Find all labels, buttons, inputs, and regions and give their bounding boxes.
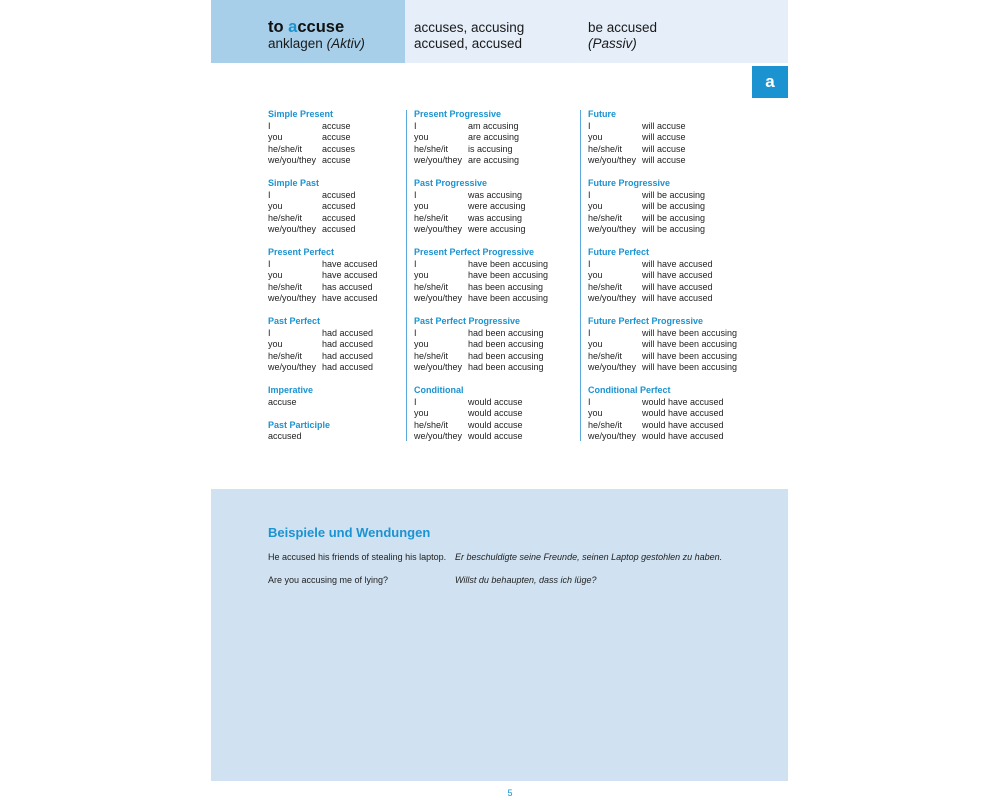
conjugation-row — [588, 293, 737, 305]
verb-form: would accuse — [468, 419, 523, 430]
examples-list — [268, 551, 768, 597]
conjugation-row — [268, 362, 378, 374]
tense-title: Present Perfect — [268, 247, 335, 257]
pronoun: we/you/they — [588, 431, 637, 441]
conjugation-row — [414, 270, 548, 282]
pronoun: we/you/they — [268, 155, 317, 165]
conjugation-row — [414, 328, 548, 340]
pronoun: you — [268, 270, 283, 280]
principal-parts-block — [405, 0, 580, 63]
verb-form: would accuse — [468, 431, 523, 441]
conjugation-row — [268, 155, 378, 167]
tense-section — [588, 316, 737, 374]
pronoun: you — [414, 270, 429, 280]
tense-section — [414, 247, 548, 305]
verb-form: accused — [322, 189, 356, 200]
verb-form: are accusing — [468, 155, 520, 165]
conjugation-row — [414, 293, 548, 305]
conjugation-row — [588, 328, 737, 340]
tense-title: Conditional Perfect — [588, 385, 671, 395]
conjugation-row — [588, 144, 737, 156]
pronoun: we/you/they — [414, 155, 463, 165]
conjugation-row — [268, 201, 378, 213]
pronoun: we/you/they — [414, 362, 463, 372]
tense-section — [268, 420, 378, 443]
passive-block — [580, 0, 788, 63]
conjugation-row — [268, 224, 378, 236]
tense-title: Present Perfect Progressive — [414, 247, 535, 257]
conjugation-row — [588, 190, 737, 202]
tense-title: Future — [588, 109, 616, 119]
conjugation-row — [588, 339, 737, 351]
conjugation-row — [414, 155, 548, 167]
verb-form: accused — [322, 201, 356, 211]
verb-form: were accusing — [468, 201, 526, 211]
pronoun: I — [268, 189, 271, 200]
conjugation-row — [268, 132, 378, 144]
pronoun: we/you/they — [588, 224, 637, 234]
conjugation-row — [588, 431, 737, 443]
pronoun: he/she/it — [414, 143, 449, 154]
pronoun: you — [268, 201, 283, 211]
verb-form: accuse — [322, 132, 351, 142]
conjugation-row — [588, 397, 737, 409]
conjugation-row — [268, 190, 378, 202]
pronoun: you — [588, 132, 603, 142]
pronoun: he/she/it — [414, 419, 449, 430]
tense-title: Future Perfect Progressive — [588, 316, 704, 326]
conjugation-row — [414, 144, 548, 156]
pronoun: I — [414, 396, 417, 407]
conjugation-row — [268, 339, 378, 351]
passive-voice-label: (Passiv) — [588, 36, 637, 51]
verb-form: will have been accusing — [642, 327, 738, 338]
pronoun: I — [588, 258, 591, 269]
pronoun: we/you/they — [414, 293, 463, 303]
pronoun: he/she/it — [588, 212, 623, 223]
pronoun: we/you/they — [588, 293, 637, 303]
verb-form: will accuse — [642, 155, 686, 165]
pronoun: I — [588, 120, 591, 131]
conjugation-row — [414, 213, 548, 225]
verb-form: had accused — [322, 350, 374, 361]
tense-title: Imperative — [268, 385, 314, 395]
conjugation-row — [414, 282, 548, 294]
verb-form: will be accusing — [642, 224, 706, 234]
example-row — [268, 574, 768, 597]
conjugation-row — [268, 259, 378, 271]
conjugation-row — [268, 351, 378, 363]
verb-form: will accuse — [642, 143, 686, 154]
conjugation-row — [588, 132, 737, 144]
tense-section — [588, 109, 737, 167]
pronoun: I — [414, 189, 417, 200]
conjugation-row — [588, 213, 737, 225]
pronoun: he/she/it — [268, 281, 303, 292]
verb-form: had been accusing — [468, 339, 544, 349]
pronoun: we/you/they — [588, 155, 637, 165]
pronoun: we/you/they — [588, 362, 637, 372]
example-row — [268, 551, 768, 574]
pronoun: I — [588, 327, 591, 338]
conjugation-row — [414, 224, 548, 236]
pronoun: you — [268, 132, 283, 142]
tense-section — [268, 109, 378, 167]
pronoun: I — [268, 120, 271, 131]
tense-title: Simple Past — [268, 178, 320, 188]
verb-form: will be accusing — [642, 212, 706, 223]
verb-form: accuse — [268, 396, 297, 407]
conjugation-row — [268, 121, 378, 133]
examples-panel — [211, 489, 788, 781]
tense-title: Future Perfect — [588, 247, 650, 257]
verb-form: is accusing — [468, 143, 513, 154]
verb-form: accuse — [322, 155, 351, 165]
verb-form: had been accusing — [468, 327, 544, 338]
tense-title: Simple Present — [268, 109, 334, 119]
pronoun: he/she/it — [268, 212, 303, 223]
example-german: Willst du behaupten, dass ich lüge? — [455, 575, 597, 585]
tense-title: Past Progressive — [414, 178, 488, 188]
verb-form: would accuse — [468, 408, 523, 418]
conjugation-row — [268, 282, 378, 294]
pronoun: I — [588, 189, 591, 200]
conjugation-column-1 — [268, 109, 378, 454]
verb-form: will have been accusing — [642, 362, 738, 372]
conjugation-row — [414, 339, 548, 351]
tense-title: Present Progressive — [414, 109, 502, 119]
pronoun: we/you/they — [268, 362, 317, 372]
tense-title: Past Participle — [268, 419, 331, 430]
conjugation-row — [588, 282, 737, 294]
column-divider — [406, 110, 407, 441]
verb-form: would have accused — [642, 431, 724, 441]
conjugation-row — [588, 408, 737, 420]
tense-title: Past Perfect — [268, 316, 321, 326]
verb-form: have been accusing — [468, 258, 549, 269]
verb-form: had accused — [322, 327, 374, 338]
conjugation-row — [414, 201, 548, 213]
pronoun: you — [414, 339, 429, 349]
pronoun: he/she/it — [588, 143, 623, 154]
pronoun: we/you/they — [268, 293, 317, 303]
verb-form: have accused — [322, 258, 378, 269]
tense-section — [268, 316, 378, 374]
conjugation-row — [588, 201, 737, 213]
conjugation-row — [414, 431, 548, 443]
conjugation-row — [588, 121, 737, 133]
conjugation-column-3 — [588, 109, 737, 454]
conjugation-row — [588, 362, 737, 374]
tense-section — [588, 247, 737, 305]
conjugation-row — [268, 431, 378, 443]
verb-form: will accuse — [642, 132, 686, 142]
tense-section — [414, 109, 548, 167]
pronoun: we/you/they — [414, 224, 463, 234]
conjugation-row — [414, 121, 548, 133]
pronoun: he/she/it — [414, 350, 449, 361]
verb-form: would have accused — [642, 396, 724, 407]
verb-form: would accuse — [468, 396, 523, 407]
conjugation-row — [588, 270, 737, 282]
tense-section — [268, 178, 378, 236]
page-number: 5 — [507, 788, 513, 798]
conjugation-row — [414, 420, 548, 432]
verb-form: will have been accusing — [642, 350, 738, 361]
verb-form: have been accusing — [468, 293, 549, 303]
pronoun: we/you/they — [268, 224, 317, 234]
conjugation-row — [268, 293, 378, 305]
conjugation-row — [268, 213, 378, 225]
conjugation-row — [268, 397, 378, 409]
verb-form: accuse — [322, 120, 351, 131]
infinitive-block — [211, 0, 405, 63]
verb-form: had been accusing — [468, 350, 544, 361]
tense-title: Future Progressive — [588, 178, 671, 188]
pronoun: I — [268, 327, 271, 338]
letter-index-tab: a — [752, 66, 788, 98]
conjugation-row — [268, 144, 378, 156]
verb-form: was accusing — [468, 212, 523, 223]
pronoun: I — [414, 327, 417, 338]
pronoun: you — [414, 201, 429, 211]
pronoun: I — [414, 120, 417, 131]
principal-parts-present: accuses, accusing — [414, 20, 525, 35]
tense-section — [414, 316, 548, 374]
verb-form: had been accusing — [468, 362, 544, 372]
conjugation-row — [414, 190, 548, 202]
passive-infinitive: be accused — [588, 20, 658, 35]
pronoun: he/she/it — [268, 350, 303, 361]
verb-form: will be accusing — [642, 189, 706, 200]
verb-form: have accused — [322, 270, 378, 280]
pronoun: I — [268, 258, 271, 269]
pronoun: you — [588, 408, 603, 418]
pronoun: you — [414, 408, 429, 418]
examples-title: Beispiele und Wendungen — [268, 525, 431, 540]
verb-form: will have been accusing — [642, 339, 738, 349]
conjugation-row — [414, 351, 548, 363]
verb-form: were accusing — [468, 224, 526, 234]
pronoun: I — [414, 258, 417, 269]
verb-form: have accused — [322, 293, 378, 303]
tense-section — [268, 385, 378, 408]
conjugation-row — [414, 362, 548, 374]
pronoun: you — [268, 339, 283, 349]
pronoun: he/she/it — [588, 350, 623, 361]
conjugation-column-2 — [414, 109, 548, 454]
verb-form: will have accused — [642, 281, 713, 292]
verb-form: will have accused — [642, 293, 713, 303]
tense-section — [588, 385, 737, 443]
translation-line — [268, 36, 365, 52]
pronoun: you — [588, 201, 603, 211]
example-german: Er beschuldigte seine Freunde, seinen Laptop gestohlen zu haben. — [455, 552, 723, 562]
conjugation-row — [588, 420, 737, 432]
tense-section — [414, 178, 548, 236]
pronoun: I — [588, 396, 591, 407]
verb-form: will be accusing — [642, 201, 706, 211]
verb-form: will have accused — [642, 270, 713, 280]
verb-form: will have accused — [642, 258, 713, 269]
pronoun: he/she/it — [268, 143, 303, 154]
tense-section — [588, 178, 737, 236]
verb-form: had accused — [322, 362, 374, 372]
example-english: He accused his friends of stealing his laptop. — [268, 552, 447, 562]
conjugation-row — [268, 270, 378, 282]
translation: anklagen — [268, 36, 323, 51]
conjugation-row — [414, 408, 548, 420]
verb-form: accused — [322, 224, 356, 234]
column-divider — [580, 110, 581, 441]
verb-form: has been accusing — [468, 281, 544, 292]
verb-form: was accusing — [468, 189, 523, 200]
infinitive-initial-letter: a — [288, 18, 298, 36]
verb-form: are accusing — [468, 132, 520, 142]
verb-form: would have accused — [642, 408, 724, 418]
pronoun: you — [414, 132, 429, 142]
conjugation-row — [268, 328, 378, 340]
pronoun: you — [588, 339, 603, 349]
pronoun: he/she/it — [588, 419, 623, 430]
conjugation-row — [588, 224, 737, 236]
passive-voice-line — [588, 36, 637, 52]
conjugation-row — [414, 132, 548, 144]
verb-form: will accuse — [642, 120, 686, 131]
pronoun: he/she/it — [414, 281, 449, 292]
verb-form: am accusing — [468, 120, 519, 131]
pronoun: we/you/they — [414, 431, 463, 441]
pronoun: he/she/it — [414, 212, 449, 223]
verb-form: have been accusing — [468, 270, 549, 280]
infinitive-prefix: to — [268, 18, 289, 36]
verb-form: accused — [322, 212, 356, 223]
infinitive-rest: ccuse — [297, 18, 345, 36]
infinitive-title — [268, 18, 344, 36]
tense-section — [268, 247, 378, 305]
tense-title: Conditional — [414, 385, 464, 395]
tense-title: Past Perfect Progressive — [414, 316, 521, 326]
example-english: Are you accusing me of lying? — [268, 575, 389, 585]
principal-parts-past: accused, accused — [414, 36, 523, 51]
conjugation-row — [588, 351, 737, 363]
verb-form: accuses — [322, 143, 356, 154]
verb-form: has accused — [322, 281, 373, 292]
conjugation-row — [588, 259, 737, 271]
dictionary-page — [211, 0, 788, 800]
conjugation-row — [588, 155, 737, 167]
pronoun: he/she/it — [588, 281, 623, 292]
verb-form: had accused — [322, 339, 374, 349]
verb-form: accused — [268, 431, 302, 441]
conjugation-row — [414, 397, 548, 409]
pronoun: you — [588, 270, 603, 280]
tense-section — [414, 385, 548, 443]
conjugation-row — [414, 259, 548, 271]
active-voice-label: (Aktiv) — [326, 36, 365, 51]
verb-form: would have accused — [642, 419, 724, 430]
